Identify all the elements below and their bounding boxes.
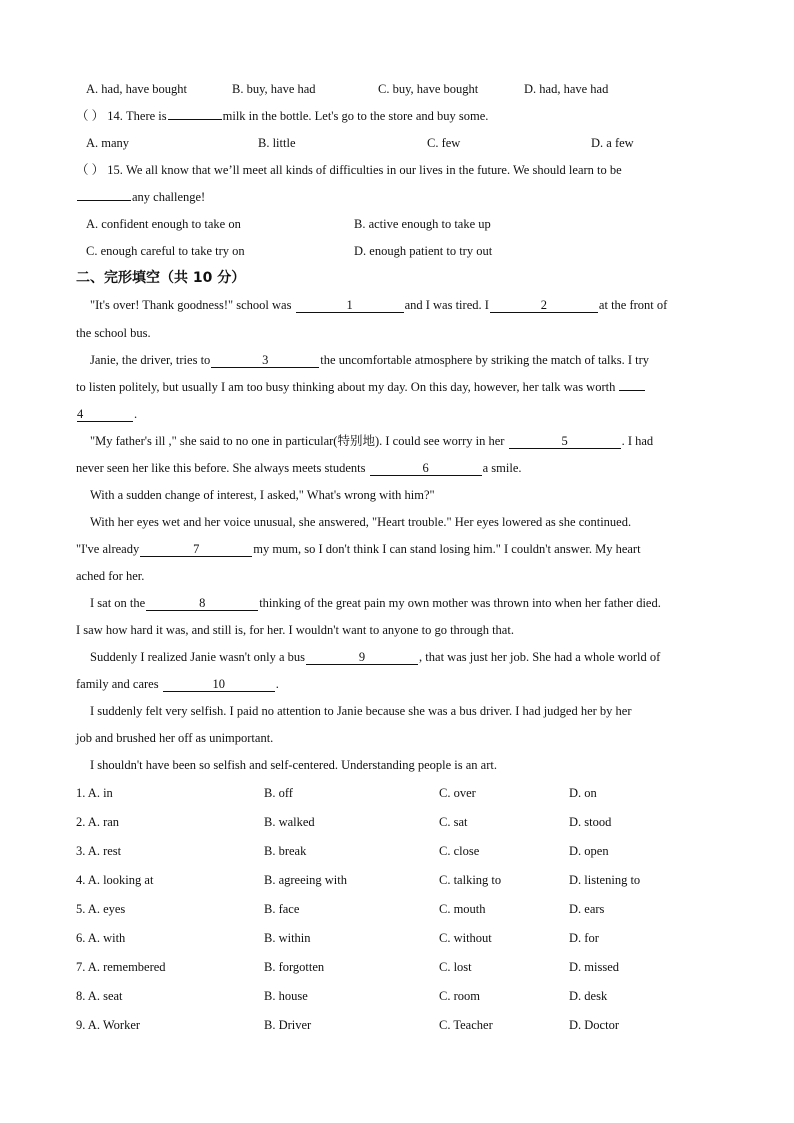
passage-text: at the front of xyxy=(598,298,668,312)
passage-text: . xyxy=(134,407,138,421)
q14-paren: （ ） xyxy=(76,109,105,123)
cloze-option-7-c: C. lost xyxy=(439,960,472,974)
passage-text: family and cares xyxy=(76,677,159,691)
cloze-option-8-d: D. desk xyxy=(569,989,608,1003)
passage-text: , that was just her job. She had a whole world of xyxy=(419,650,661,664)
cloze-option-7-d: D. missed xyxy=(569,960,619,974)
cloze-blank-1[interactable]: 1 xyxy=(296,299,404,313)
passage-line: I suddenly felt very selfish. I paid no attention to Janie because she was a bus driver. I had judged her by her xyxy=(90,704,632,718)
passage-text: Suddenly I realized Janie wasn't only a bus xyxy=(90,650,306,664)
passage-text: never seen her like this before. She always meets students xyxy=(76,461,366,475)
q14-stem-before: 14. There is xyxy=(107,109,167,123)
passage-line xyxy=(76,460,522,476)
cloze-option-1-b: B. off xyxy=(264,786,293,800)
cloze-option-8-b: B. house xyxy=(264,989,308,1003)
cloze-blank-5[interactable]: 5 xyxy=(509,435,621,449)
cloze-option-4-c: C. talking to xyxy=(439,873,502,887)
passage-line: I shouldn't have been so selfish and self-centered. Understanding people is an art. xyxy=(90,758,497,772)
cloze-option-6-a: 6. A. with xyxy=(76,931,126,945)
q15-stem-line2 xyxy=(76,189,205,205)
q15-line2-text: any challenge! xyxy=(132,190,206,204)
cloze-option-7-a: 7. A. remembered xyxy=(76,960,166,974)
cloze-blank-4-start[interactable] xyxy=(619,390,645,391)
passage-text: . xyxy=(275,677,279,691)
cloze-option-6-b: B. within xyxy=(264,931,311,945)
cloze-option-9-b: B. Driver xyxy=(264,1018,312,1032)
cloze-blank-6[interactable]: 6 xyxy=(370,462,482,476)
passage-line xyxy=(90,297,667,313)
passage-text: and I was tired. I xyxy=(404,298,489,312)
passage-text: Janie, the driver, tries to xyxy=(90,353,211,367)
q15-paren: （ ） xyxy=(76,163,105,177)
cloze-option-5-c: C. mouth xyxy=(439,902,486,916)
passage-line: the school bus. xyxy=(76,326,151,340)
passage-line xyxy=(76,541,641,557)
passage-text: to listen politely, but usually I am too busy thinking about my day. On this day, however, her talk was worth xyxy=(76,380,616,394)
passage-text: "I've already xyxy=(76,542,140,556)
q13-option-d: D. had, have had xyxy=(524,82,609,96)
cloze-option-3-c: C. close xyxy=(439,844,480,858)
passage-line xyxy=(76,676,279,692)
cloze-option-3-b: B. break xyxy=(264,844,307,858)
passage-text: my mum, so I don't think I can stand losing him." I couldn't answer. My heart xyxy=(253,542,641,556)
passage-text: a smile. xyxy=(482,461,522,475)
cloze-option-6-d: D. for xyxy=(569,931,599,945)
q15-option-c: C. enough careful to take try on xyxy=(86,244,245,258)
q14-blank[interactable] xyxy=(168,119,222,120)
q15-option-b: B. active enough to take up xyxy=(354,217,491,231)
cloze-option-7-b: B. forgotten xyxy=(264,960,325,974)
passage-line xyxy=(90,595,661,611)
cloze-option-3-a: 3. A. rest xyxy=(76,844,122,858)
q13-option-a: A. had, have bought xyxy=(86,82,188,96)
passage-line xyxy=(90,352,649,368)
q15-option-a: A. confident enough to take on xyxy=(86,217,241,231)
cloze-option-4-b: B. agreeing with xyxy=(264,873,347,887)
cloze-option-5-a: 5. A. eyes xyxy=(76,902,126,916)
cloze-option-1-c: C. over xyxy=(439,786,476,800)
q14-option-d: D. a few xyxy=(591,136,634,150)
q14-stem-after: milk in the bottle. Let's go to the store and buy some. xyxy=(222,109,489,123)
cloze-blank-4[interactable]: 4 xyxy=(77,408,133,422)
passage-text: thinking of the great pain my own mother was thrown into when her father died. xyxy=(259,596,661,610)
q15-stem-line1 xyxy=(76,162,622,178)
cloze-blank-3[interactable]: 3 xyxy=(211,354,319,368)
cloze-option-5-b: B. face xyxy=(264,902,300,916)
passage-line xyxy=(90,433,653,449)
cloze-option-2-b: B. walked xyxy=(264,815,315,829)
cloze-option-4-a: 4. A. looking at xyxy=(76,873,154,887)
passage-line xyxy=(90,649,660,665)
cloze-option-9-c: C. Teacher xyxy=(439,1018,493,1032)
cloze-blank-7[interactable]: 7 xyxy=(140,543,252,557)
cloze-option-2-c: C. sat xyxy=(439,815,468,829)
q15-line1-text: 15. We all know that we’ll meet all kinds of difficulties in our lives in the future. We should learn to be xyxy=(107,163,622,177)
cloze-blank-2[interactable]: 2 xyxy=(490,299,598,313)
cloze-option-6-c: C. without xyxy=(439,931,492,945)
cloze-option-4-d: D. listening to xyxy=(569,873,641,887)
q13-option-b: B. buy, have had xyxy=(232,82,316,96)
section-title: 二、完形填空（共 10 分） xyxy=(76,270,246,286)
passage-text: the uncomfortable atmosphere by striking the match of talks. I try xyxy=(320,353,650,367)
q14-stem xyxy=(76,108,488,124)
cloze-option-8-a: 8. A. seat xyxy=(76,989,123,1003)
passage-line: I saw how hard it was, and still is, for her. I wouldn't want to anyone to go through that. xyxy=(76,623,514,637)
q14-option-b: B. little xyxy=(258,136,296,150)
q15-option-d: D. enough patient to try out xyxy=(354,244,493,258)
passage-text: . I had xyxy=(621,434,654,448)
passage-line: ached for her. xyxy=(76,569,145,583)
passage-text: "It's over! Thank goodness!" school was xyxy=(90,298,292,312)
cloze-blank-8[interactable]: 8 xyxy=(146,597,258,611)
cloze-option-3-d: D. open xyxy=(569,844,609,858)
cloze-option-2-a: 2. A. ran xyxy=(76,815,120,829)
cloze-option-5-d: D. ears xyxy=(569,902,605,916)
q13-option-c: C. buy, have bought xyxy=(378,82,479,96)
q14-option-a: A. many xyxy=(86,136,130,150)
cloze-blank-9[interactable]: 9 xyxy=(306,651,418,665)
passage-line xyxy=(76,406,137,422)
passage-line: job and brushed her off as unimportant. xyxy=(76,731,274,745)
cloze-option-1-a: 1. A. in xyxy=(76,786,113,800)
cloze-option-9-a: 9. A. Worker xyxy=(76,1018,141,1032)
cloze-option-9-d: D. Doctor xyxy=(569,1018,619,1032)
passage-line xyxy=(76,379,646,395)
cloze-blank-10[interactable]: 10 xyxy=(163,678,275,692)
q15-blank[interactable] xyxy=(77,200,131,201)
q14-option-c: C. few xyxy=(427,136,461,150)
cloze-option-8-c: C. room xyxy=(439,989,480,1003)
passage-line: With a sudden change of interest, I asked," What's wrong with him?" xyxy=(90,488,435,502)
passage-text: "My father's ill ," she said to no one in particular(特别地). I could see worry in her xyxy=(90,434,505,448)
passage-line: With her eyes wet and her voice unusual, she answered, "Heart trouble." Her eyes lowered as she continued. xyxy=(90,515,632,529)
cloze-option-1-d: D. on xyxy=(569,786,597,800)
cloze-option-2-d: D. stood xyxy=(569,815,612,829)
passage-text: I sat on the xyxy=(90,596,146,610)
